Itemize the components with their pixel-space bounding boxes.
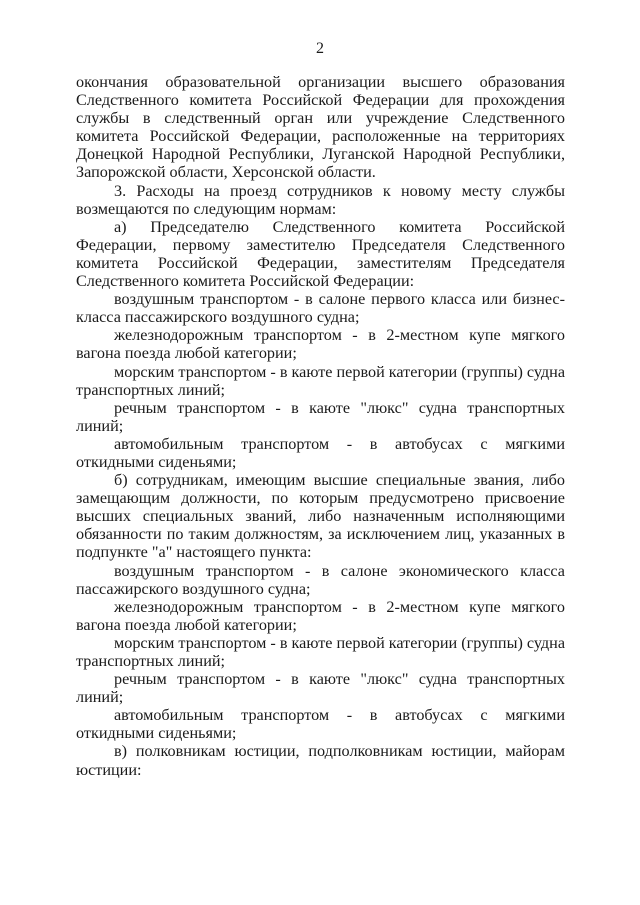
paragraph-subclause-b: б) сотрудникам, имеющим высшие специальные звания, либо замещающим должности, по которым предусмотрено присвоение высших специальных званий, либо назначенным исполняющими обязанности по таким должностям, за исключением лиц, указанных в подпункте "а" настоящего пункта: <box>76 471 565 562</box>
page-number: 2 <box>316 40 324 57</box>
paragraph-b-road-transport: автомобильным транспортом - в автобусах с мягкими откидными сиденьями; <box>76 706 565 743</box>
paragraph-a-air-transport: воздушным транспортом - в салоне первого класса или бизнес-класса пассажирского воздушного судна; <box>76 290 565 327</box>
document-body <box>76 73 565 779</box>
paragraph-subclause-a: а) Председателю Следственного комитета Российской Федерации, первому заместителю Председателя Следственного комитета Российской Федерации, заместителям Председателя Следственного комитета Российской Федерации: <box>76 217 565 291</box>
paragraph-b-river-transport: речным транспортом - в каюте "люкс" судна транспортных линий; <box>76 670 565 707</box>
paragraph-subclause-v: в) полковникам юстиции, подполковникам юстиции, майорам юстиции: <box>76 742 565 779</box>
paragraph-b-rail-transport: железнодорожным транспортом - в 2-местном купе мягкого вагона поезда любой категории; <box>76 597 565 634</box>
paragraph-a-river-transport: речным транспортом - в каюте "люкс" судна транспортных линий; <box>76 398 565 435</box>
paragraph-clause-3: 3. Расходы на проезд сотрудников к новому месту службы возмещаются по следующим нормам: <box>76 181 565 218</box>
paragraph-a-rail-transport: железнодорожным транспортом - в 2-местном купе мягкого вагона поезда любой категории; <box>76 326 565 363</box>
paragraph-continuation: окончания образовательной организации высшего образования Следственного комитета Российской Федерации для прохождения службы в следственный орган или учреждение Следственного комитета Российской Федерации, расположенные на территориях Донецкой Народной Республики, Луганской Народной Республики, Запорожской области, Херсонской области. <box>76 73 565 182</box>
paragraph-a-sea-transport: морским транспортом - в каюте первой категории (группы) судна транспортных линий; <box>76 362 566 399</box>
paragraph-b-air-transport: воздушным транспортом - в салоне экономического класса пассажирского воздушного судна; <box>76 561 565 598</box>
paragraph-a-road-transport: автомобильным транспортом - в автобусах с мягкими откидными сиденьями; <box>76 434 565 471</box>
paragraph-b-sea-transport: морским транспортом - в каюте первой категории (группы) судна транспортных линий; <box>76 633 566 670</box>
